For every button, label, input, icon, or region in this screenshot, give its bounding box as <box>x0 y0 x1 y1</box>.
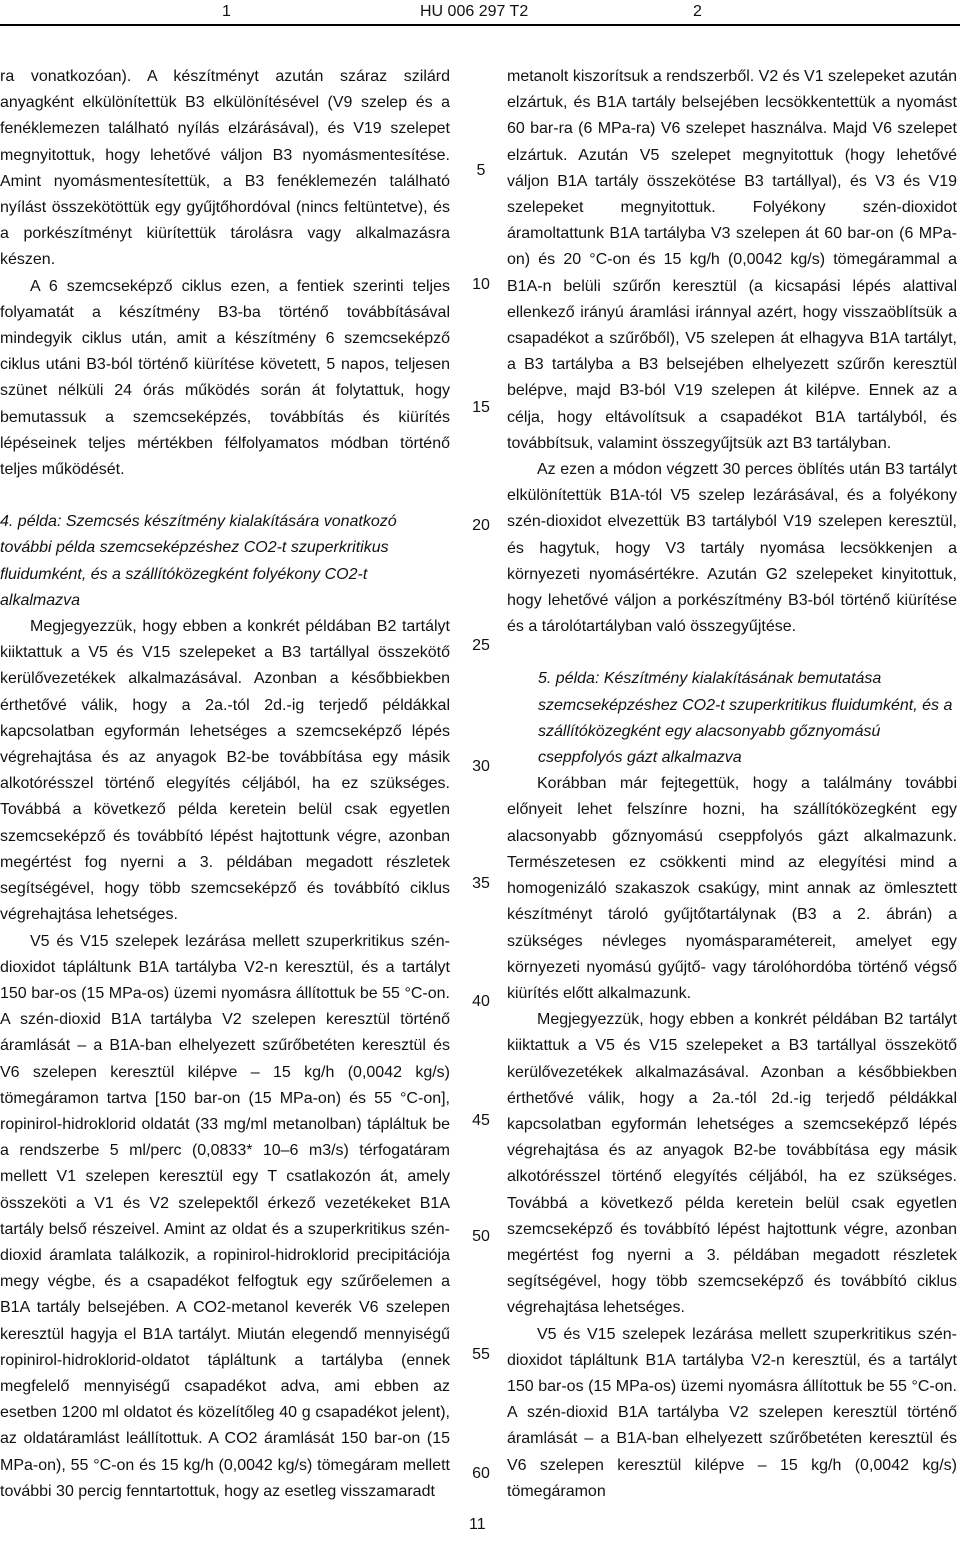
right-paragraph-3: Korábban már fejtegettük, hogy a találmány további előnyeit lehet felszínre hozni, ha szállítóközegként egy alacsonyabb gőznyomású cseppfolyós gázt alkalmazunk. Természetesen ez csökkenti mind az elegyítési mind a homogenizáló szakaszok csakúgy, mint annak az ömlesztett készítményt tároló gyűjtőtartálynak (B3 a 2. ábrán) a szükséges névleges nyomásparamétereit, amelyet egy környezeti nyomású gyűjtő- vagy tárolóhordóba történő végső kiürítés előtt alkalmazunk. <box>507 775 957 1002</box>
left-column <box>0 64 450 1505</box>
line-number: 25 <box>472 637 490 654</box>
left-paragraph-1: ra vonatkozóan). A készítményt azután száraz szilárd anyagként elkülönítettük B3 elkülönítésével (V9 szelep és a fenéklemezen található nyílás elzárásával), és V19 szelepet megnyitottuk, hogy lehetővé váljon B3 nyomásmentesítése. Amint nyomásmentesítettük, a B3 fenéklemezén található nyílást összekötöttük egy gyűjtőhordóval (nincs feltüntetve), és a porkészítményt kiürítettük tárolásra vagy alkalmazásra készen. <box>0 68 450 269</box>
example-5-heading: 5. példa: Készítmény kialakításának bemutatása szemcseképzéshez CO2-t szuperkritikus fluidumként, és a szállítóközegként egy alacsonyabb gőznyomású cseppfolyós gázt alkalmazva <box>538 670 953 767</box>
right-column <box>507 64 957 1505</box>
left-page-number: 1 <box>222 3 231 20</box>
right-paragraph-2: Az ezen a módon végzett 30 perces öblítés után B3 tartályt elkülönítettük B1A-tól V5 szelep lezárásával, és a folyékony szén-dioxidot elvezettük B3 tartályból V19 szelepen keresztül, és hagytuk, hogy V3 tartály nyomása lecsökkenjen a környezeti nyomásértékre. Azután G2 szelepeket kinyitottuk, hogy lehetővé váljon a porkészítmény B3-ból történő kiürítése és a tárolótartályban való összegyűjtése. <box>507 461 957 636</box>
example-4-heading: 4. példa: Szemcsés készítmény kialakítására vonatkozó további példa szemcseképzéshez CO2-t szuperkritikus fluidumként, és a szállítóközegként folyékony CO2-t alkalmazva <box>0 513 397 609</box>
line-number: 20 <box>472 517 490 534</box>
line-number: 45 <box>472 1112 490 1129</box>
right-page-number: 2 <box>693 3 702 20</box>
right-paragraph-1: metanolt kiszorítsuk a rendszerből. V2 és V1 szelepeket azután elzártuk, és B1A tartály belsejében lecsökkentettük a nyomást 60 bar-ra (6 MPa-ra) V6 szelepet használva. Majd V6 szelepet elzártuk. Azután V5 szelepet megnyitottuk (hogy lehetővé váljon B1A tartály összekötése B3 tartállyal), és V3 és V19 szelepeket megnyitottuk. Folyékony szén-dioxidot áramoltattunk B1A tartályba V3 szelepen át 60 bar-on (6 MPa-on) és 20 °C-on és 15 kg/h (0,0042 kg/s) tömegárammal a B1A-n belüli szűrőn keresztül (a kicsapási lépés alattival ellenkező irányú áramlási iránnyal azért, hogy visszaöblítsük a csapadékot a szűrőből), V5 szelepen át elhagyva B1A tartályt, a B3 tartályba a B3 belsejében elhelyezett szűrőn keresztül belépve, majd B3-ból V19 szelepen át kilépve. Ennek az a célja, hogy eltávolítsuk a csapadékot B1A tartályból, és továbbítsuk, valamint összegyűjtsük azt B3 tartályban. <box>507 68 958 452</box>
right-paragraph-4: Megjegyezzük, hogy ebben a konkrét példában B2 tartályt kiiktattuk a V5 és V15 szelepeket a B3 tartállyal összekötő kerülővezetékek alkalmazásával. Azonban a későbbiekben érthetővé válik, hogy a 2a.-tól 2d.-ig terjedő példákkal kapcsolatban egyformán lehetséges a szemcseképző lépés végrehajtása és az anyagok B2-be továbbítása egy másik alkotórésszel történő elegyítés céljából, ha ez szükséges. Továbbá a következő példa keretein belül csak egyetlen szemcseképző és továbbító lépést hajtottunk végre, azonban megértést fog nyerni a 3. példában megadott részletek segítségével, hogy több szemcseképző és továbbító ciklus végrehajtása lehetséges. <box>507 1011 957 1317</box>
line-number: 10 <box>472 276 490 293</box>
line-number: 5 <box>476 162 486 179</box>
line-number: 40 <box>472 993 490 1010</box>
patent-number: HU 006 297 T2 <box>420 3 529 20</box>
line-number: 50 <box>472 1228 490 1245</box>
line-number: 30 <box>472 758 490 775</box>
right-paragraph-5: V5 és V15 szelepek lezárása mellett szuperkritikus szén-dioxidot tápláltunk B1A tartályba V2-n keresztül, és a tartályt 150 bar-os (15 MPa-os) üzemi nyomásra állítottuk be 55 °C-on. A szén-dioxid B1A tartályba V2 szelepen keresztül történő áramlását – a B1A-ban elhelyezett szűrőbetéten keresztül és V6 szelepen keresztül kilépve – 15 kg/h (0,0042 kg/s) tömegáramon <box>507 1325 957 1500</box>
page-footer-number: 11 <box>469 1516 486 1533</box>
page-header <box>0 0 960 24</box>
line-number: 60 <box>472 1465 490 1482</box>
header-rule <box>0 24 960 26</box>
line-number: 55 <box>472 1346 490 1363</box>
line-number: 35 <box>472 875 490 892</box>
left-paragraph-3: Megjegyezzük, hogy ebben a konkrét példában B2 tartályt kiiktattuk a V5 és V15 szelepeket a B3 tartállyal összekötő kerülővezetékek alkalmazásával. Azonban a későbbiekben érthetővé válik, hogy a 2a.-tól 2d.-ig terjedő példákkal kapcsolatban egyformán lehetséges a szemcseképző lépés végrehajtása és az anyagok B2-be továbbítása egy másik alkotórésszel történő elegyítés céljából, ha ez szükséges. Továbbá a következő példa keretein belül csak egyetlen szemcseképző és továbbító lépést hajtottunk végre, azonban megértést fog nyerni a 3. példában megadott részletek segítségével, hogy több szemcseképző és továbbító ciklus végrehajtása lehetséges. <box>0 618 450 924</box>
left-paragraph-4: V5 és V15 szelepek lezárása mellett szuperkritikus szén-dioxidot tápláltunk B1A tartályba V2-n keresztül, és a tartályt 150 bar-os (15 MPa-os) üzemi nyomásra állítottuk be 55 °C-on. A szén-dioxid B1A tartályba V2 szelepen keresztül történő áramlását – a B1A-ban elhelyezett szűrőbetéten keresztül és V6 szelepen keresztül kilépve – 15 kg/h (0,0042 kg/s) tömegáramon tartva [150 bar-on (15 MPa-on) és 55 °C-on], ropinirol-hidroklorid oldatát (33 mg/ml metanolban) tápláltuk be a rendszerbe 5 ml/perc (0,0833* 10–6 m3/s) térfogatáram mellett V1 szelepen keresztül egy T csatlakozón át, amely összeköti a V1 és V2 szelepektől érkező vezetékeket B1A tartály belső részeivel. Amint az oldat és a szuperkritikus szén-dioxid áramlata találkozik, a ropinirol-hidroklorid precipitációja megy végbe, és a csapadékot felfogtuk egy szűrőelemen a B1A tartály belsejében. A CO2-metanol keverék V6 szelepen keresztül hagyja el B1A tartályt. Miután elegendő mennyiségű ropinirol-hidroklorid-oldatot tápláltunk a tartályba (ennek megfelelő mennyiségű csapadékot adva, ami ebben az esetben 1200 ml oldatot és közelítőleg 40 g csapadékot jelent), az oldatáramlást leállítottuk. A CO2 áramlását 150 bar-on (15 MPa-on), 55 °C-on és 15 kg/h (0,0042 kg/s) tömegáram mellett további 30 percig fenntartottuk, hogy az esetleg visszamaradt <box>0 932 450 1500</box>
left-paragraph-2: A 6 szemcseképző ciklus ezen, a fentiek szerinti teljes folyamatát a készítmény B3-ba történő továbbításával mindegyik ciklus után, amit a készítmény 6 szemcseképző ciklus utáni B3-ból történő kiürítése követett, 5 napos, teljesen szünet nélküli 24 órás működés során át folytattuk, hogy bemutassuk a szemcseképzés, továbbítás és kiürítés lépéseinek teljes mértékben félfolyamatos módban történő teljes működését. <box>0 277 450 479</box>
line-number: 15 <box>472 399 490 416</box>
